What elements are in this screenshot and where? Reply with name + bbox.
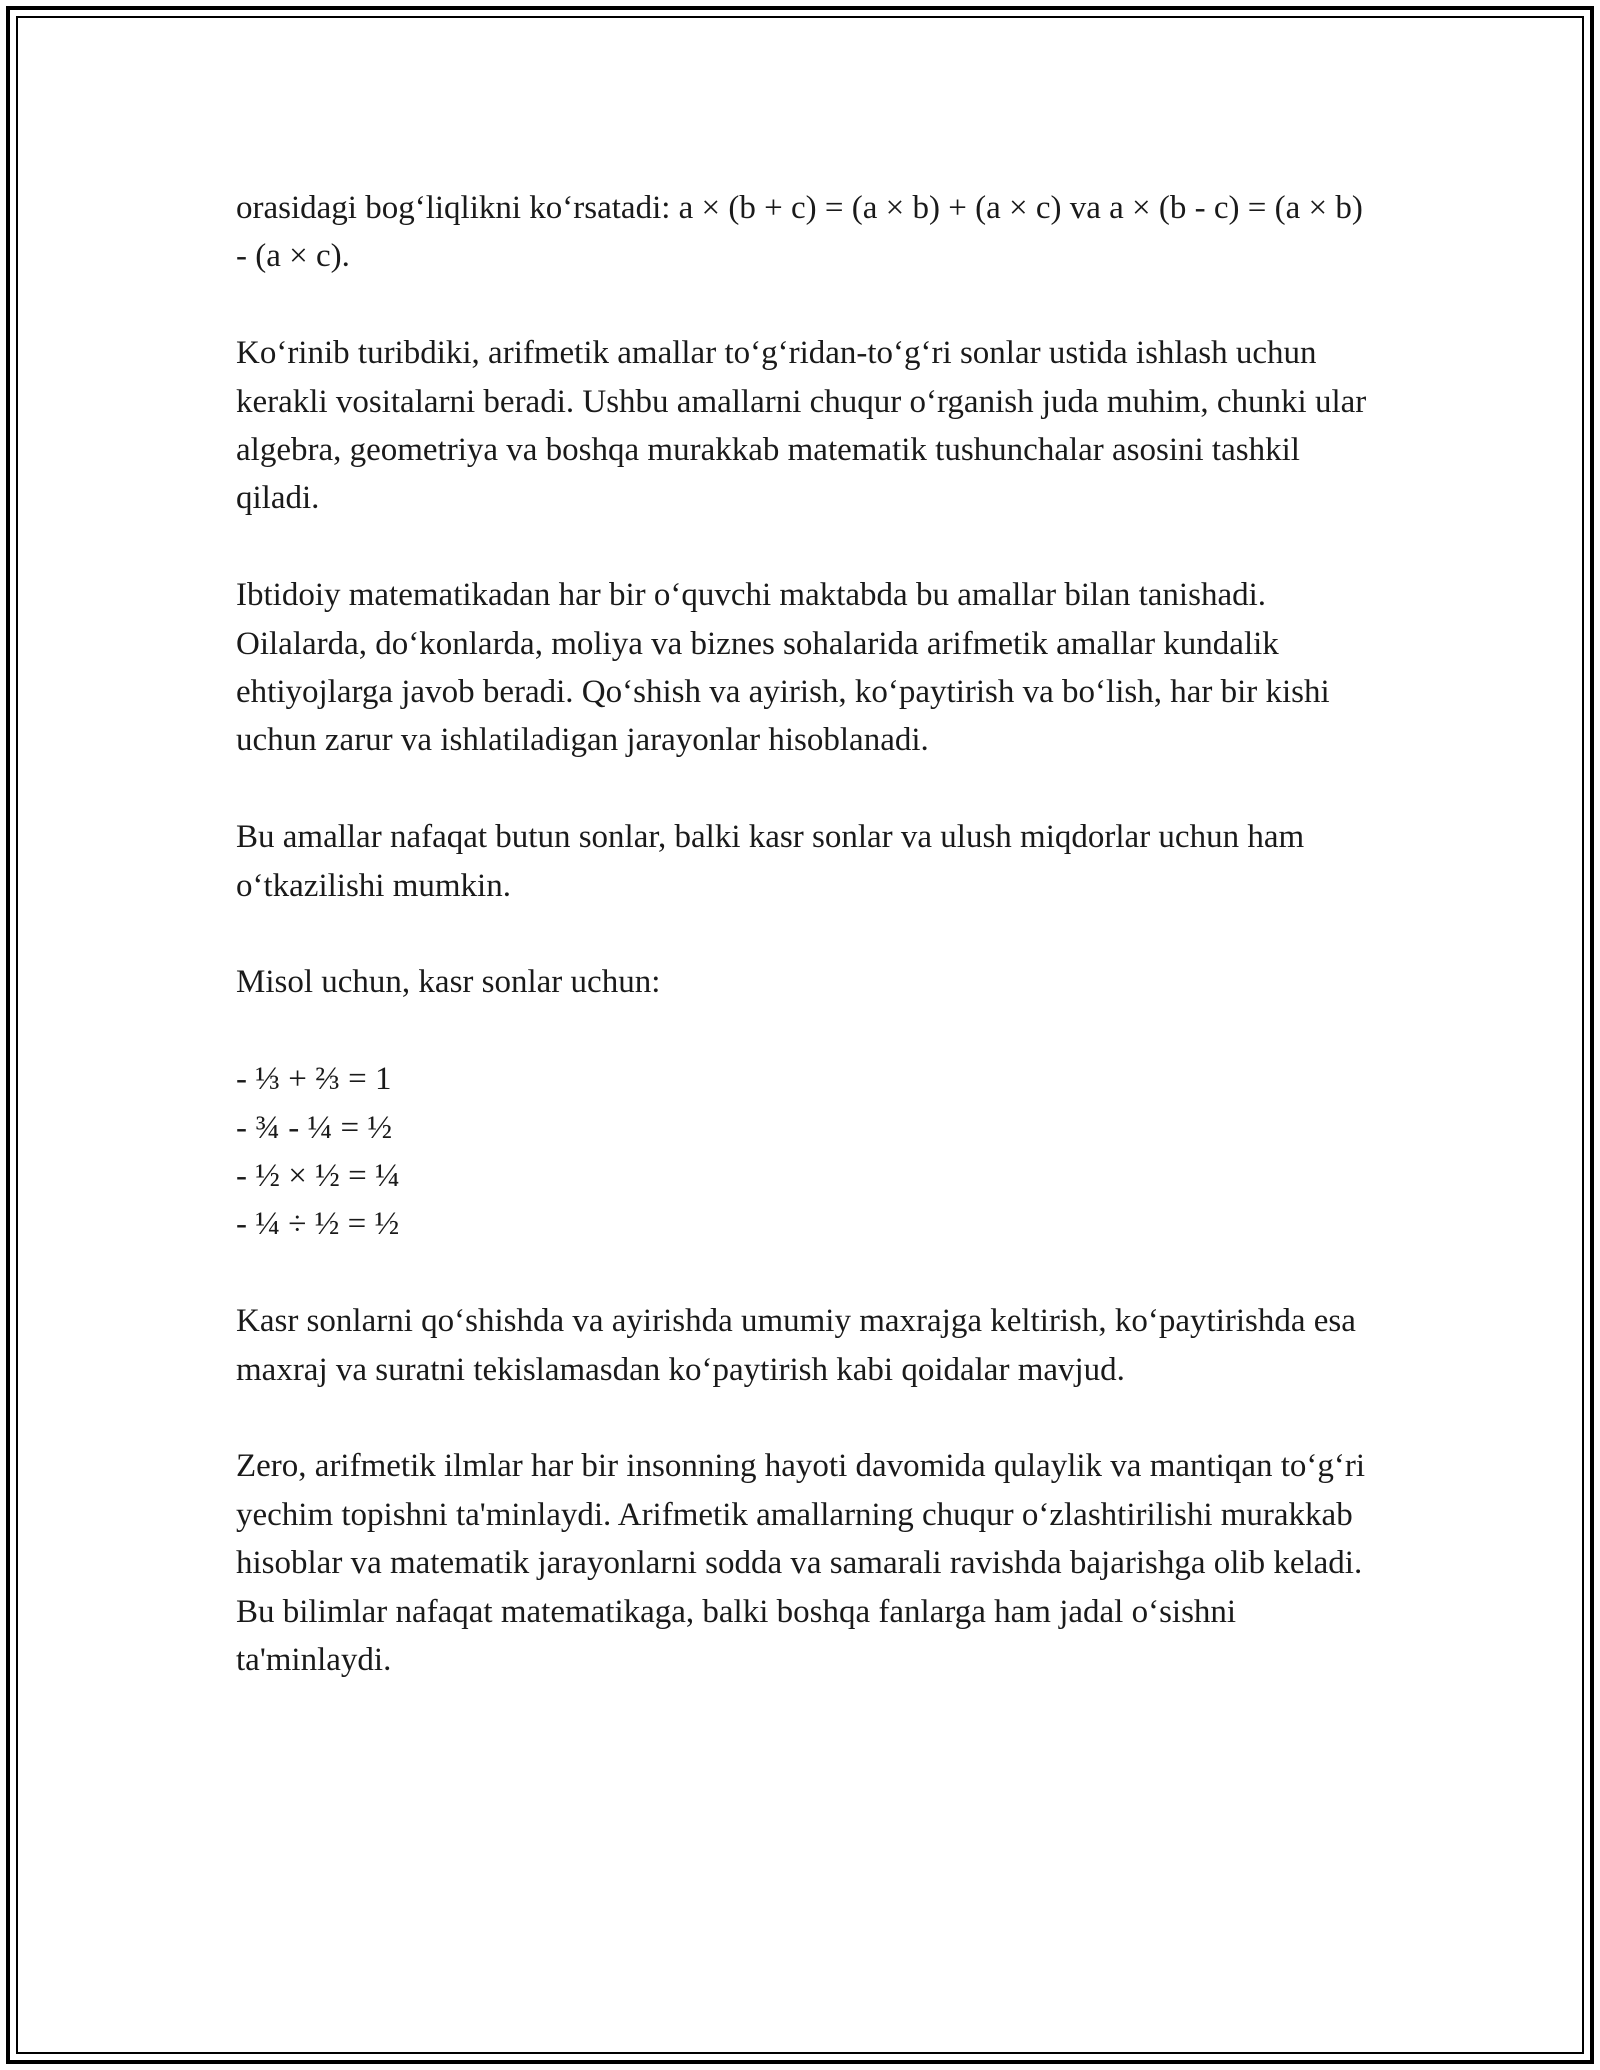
list-item: - ½ × ½ = ¼ — [236, 1158, 400, 1195]
paragraph-school-usage: Ibtidoiy matematikadan har bir o‘quvchi maktabda bu amallar bilan tanishadi. Oilalarda, do‘konlarda, moliya va biznes sohalarida arifmetik amallar kundalik ehtiyojlarga javob beradi. Qo‘shish va ayirish, ko‘paytirish va bo‘lish, har bir kishi uchun zarur va ishlatiladigan jarayonlar hisoblanadi. — [236, 577, 1330, 759]
paragraph-example-heading: Misol uchun, kasr sonlar uchun: — [236, 964, 661, 1001]
list-item: - ¼ ÷ ½ = ½ — [236, 1206, 400, 1243]
paragraph-arithmetic-tools: Ko‘rinib turibdiki, arifmetik amallar to‘g‘ridan-to‘g‘ri sonlar ustida ishlash uchun kerakli vositalarni beradi. Ushbu amallarni chuqur o‘rganish juda muhim, chunki ular algebra, geometriya va boshqa murakkab matematik tushunchalar asosini tashkil qiladi. — [236, 335, 1367, 517]
paragraph-fractions-intro: Bu amallar nafaqat butun sonlar, balki kasr sonlar va ulush miqdorlar uchun ham o‘tkazilishi mumkin. — [236, 819, 1305, 904]
list-item: - ⅓ + ⅔ = 1 — [236, 1061, 392, 1098]
paragraph-fraction-rules: Kasr sonlarni qo‘shishda va ayirishda umumiy maxrajga keltirish, ko‘paytirishda esa maxraj va suratni tekislamasdan ko‘paytirish kabi qoidalar mavjud. — [236, 1303, 1356, 1388]
fraction-examples-list — [236, 1055, 1376, 1249]
list-item: - ¾ - ¼ = ½ — [236, 1109, 393, 1146]
document-body — [236, 184, 1376, 1733]
paragraph-conclusion: Zero, arifmetik ilmlar har bir insonning hayoti davomida qulaylik va mantiqan to‘g‘ri yechim topishni ta'minlaydi. Arifmetik amallarning chuqur o‘zlashtirilishi murakkab hisoblar va matematik jarayonlarni sodda va samarali ravishda bajarishga olib keladi. Bu bilimlar nafaqat matematikaga, balki boshqa fanlarga ham jadal o‘sishni ta'minlaydi. — [236, 1448, 1366, 1679]
paragraph-distributive-law: orasidagi bog‘liqlikni ko‘rsatadi: a × (b + c) = (a × b) + (a × c) va a × (b - c) = (a × b) - (a × c). — [236, 190, 1363, 275]
